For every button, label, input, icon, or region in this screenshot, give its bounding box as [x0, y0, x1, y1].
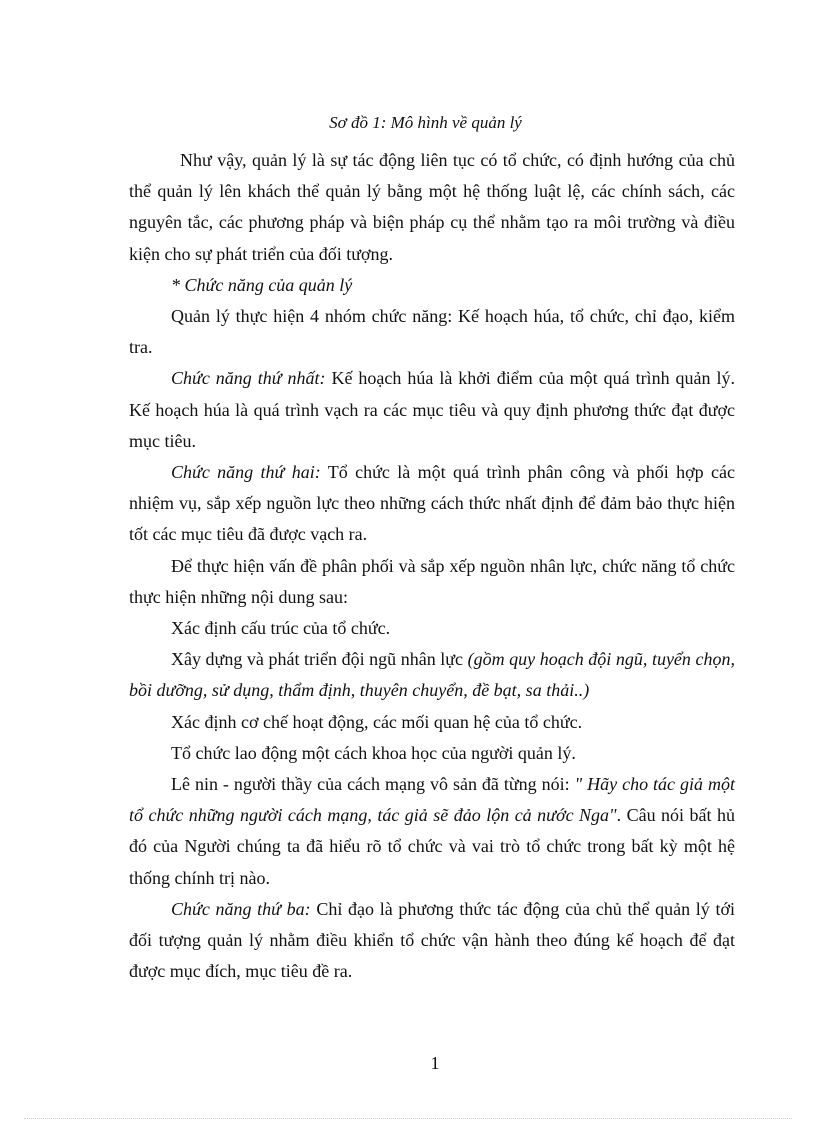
- section-heading-text: * Chức năng của quản lý: [171, 274, 353, 295]
- list-item-staff-development: [129, 644, 735, 706]
- paragraph-lenin-quote: [129, 769, 735, 894]
- paragraph-definition: [129, 145, 735, 270]
- figure-caption: Sơ đồ 1: Mô hình về quản lý: [329, 113, 522, 132]
- paragraph-lead: Chức năng thứ ba:: [171, 898, 311, 919]
- paragraph-text: Xây dựng và phát triển đội ngũ nhân lực: [171, 649, 468, 670]
- quote-text: " Hãy cho tác giả một tổ chức những người cách mạng, tác giả sẽ đảo lộn cả nước Nga": [129, 774, 735, 826]
- paragraph-text: Như vậy, quản lý là sự tác động liên tục có tổ chức, có định hướng của chủ thể quản lý lên khách thể quản lý bằng một hệ thống luật lệ, các chính sách, các nguyên tắc, các phương pháp và biện pháp cụ thể nhằm tạo ra môi trường và điều kiện cho sự phát triển của đối tượng.: [129, 150, 735, 264]
- paragraph-note: (gồm quy hoạch đội ngũ, tuyển chọn, bồi dưỡng, sử dụng, thẩm định, thuyên chuyển, đề bạt, sa thải..): [129, 649, 735, 701]
- page-bottom-divider: [24, 1118, 792, 1119]
- list-item-mechanism: [129, 707, 735, 738]
- paragraph-function-one: [129, 363, 735, 457]
- paragraph-text: Chỉ đạo là phương thức tác động của chủ thể quản lý tới đối tượng quản lý nhằm điều khiển tổ chức vận hành theo đúng kế hoạch để đạt được mục đích, mục tiêu đề ra.: [129, 898, 735, 982]
- paragraph-text: Để thực hiện vấn đề phân phối và sắp xếp nguồn nhân lực, chức năng tổ chức thực hiện những nội dung sau:: [129, 555, 735, 607]
- paragraph-text: Xác định cấu trúc của tổ chức.: [171, 618, 391, 639]
- paragraph-text: Tổ chức là một quá trình phân công và phối hợp các nhiệm vụ, sắp xếp nguồn lực theo những cách thức nhất định để đảm bảo thực hiện tốt các mục tiêu đã được vạch ra.: [129, 462, 735, 545]
- paragraph-function-two: [129, 457, 735, 551]
- page-number: 1: [430, 1053, 440, 1073]
- paragraph-text: Lê nin - người thầy của cách mạng vô sản đã từng nói:: [171, 774, 575, 795]
- list-item-labor-organization: [129, 738, 735, 769]
- paragraph-text: Kế hoạch húa là khởi điểm của một quá trình quản lý. Kế hoạch húa là quá trình vạch ra các mục tiêu và quy định phương thức đạt được mục tiêu.: [129, 368, 735, 451]
- paragraph-four-functions: [129, 301, 735, 363]
- paragraph-function-three: [129, 894, 735, 988]
- body-text: [129, 145, 735, 987]
- list-item-structure: [129, 613, 735, 644]
- paragraph-text: Xác định cơ chế hoạt động, các mối quan hệ của tổ chức.: [171, 711, 583, 732]
- section-heading-functions: [129, 270, 735, 301]
- paragraph-text: Quản lý thực hiện 4 nhóm chức năng: Kế hoạch húa, tổ chức, chỉ đạo, kiểm tra.: [129, 306, 735, 358]
- paragraph-lead: Chức năng thứ nhất:: [171, 368, 326, 389]
- paragraph-text: Tổ chức lao động một cách khoa học của người quản lý.: [171, 742, 576, 763]
- paragraph-text-after: . Câu nói bất hủ đó của Người chúng ta đã hiểu rõ tổ chức và vai trò tổ chức trong bất kỳ một hệ thống chính trị nào.: [129, 805, 735, 888]
- paragraph-lead: Chức năng thứ hai:: [171, 462, 321, 483]
- paragraph-organization-intro: [129, 551, 735, 613]
